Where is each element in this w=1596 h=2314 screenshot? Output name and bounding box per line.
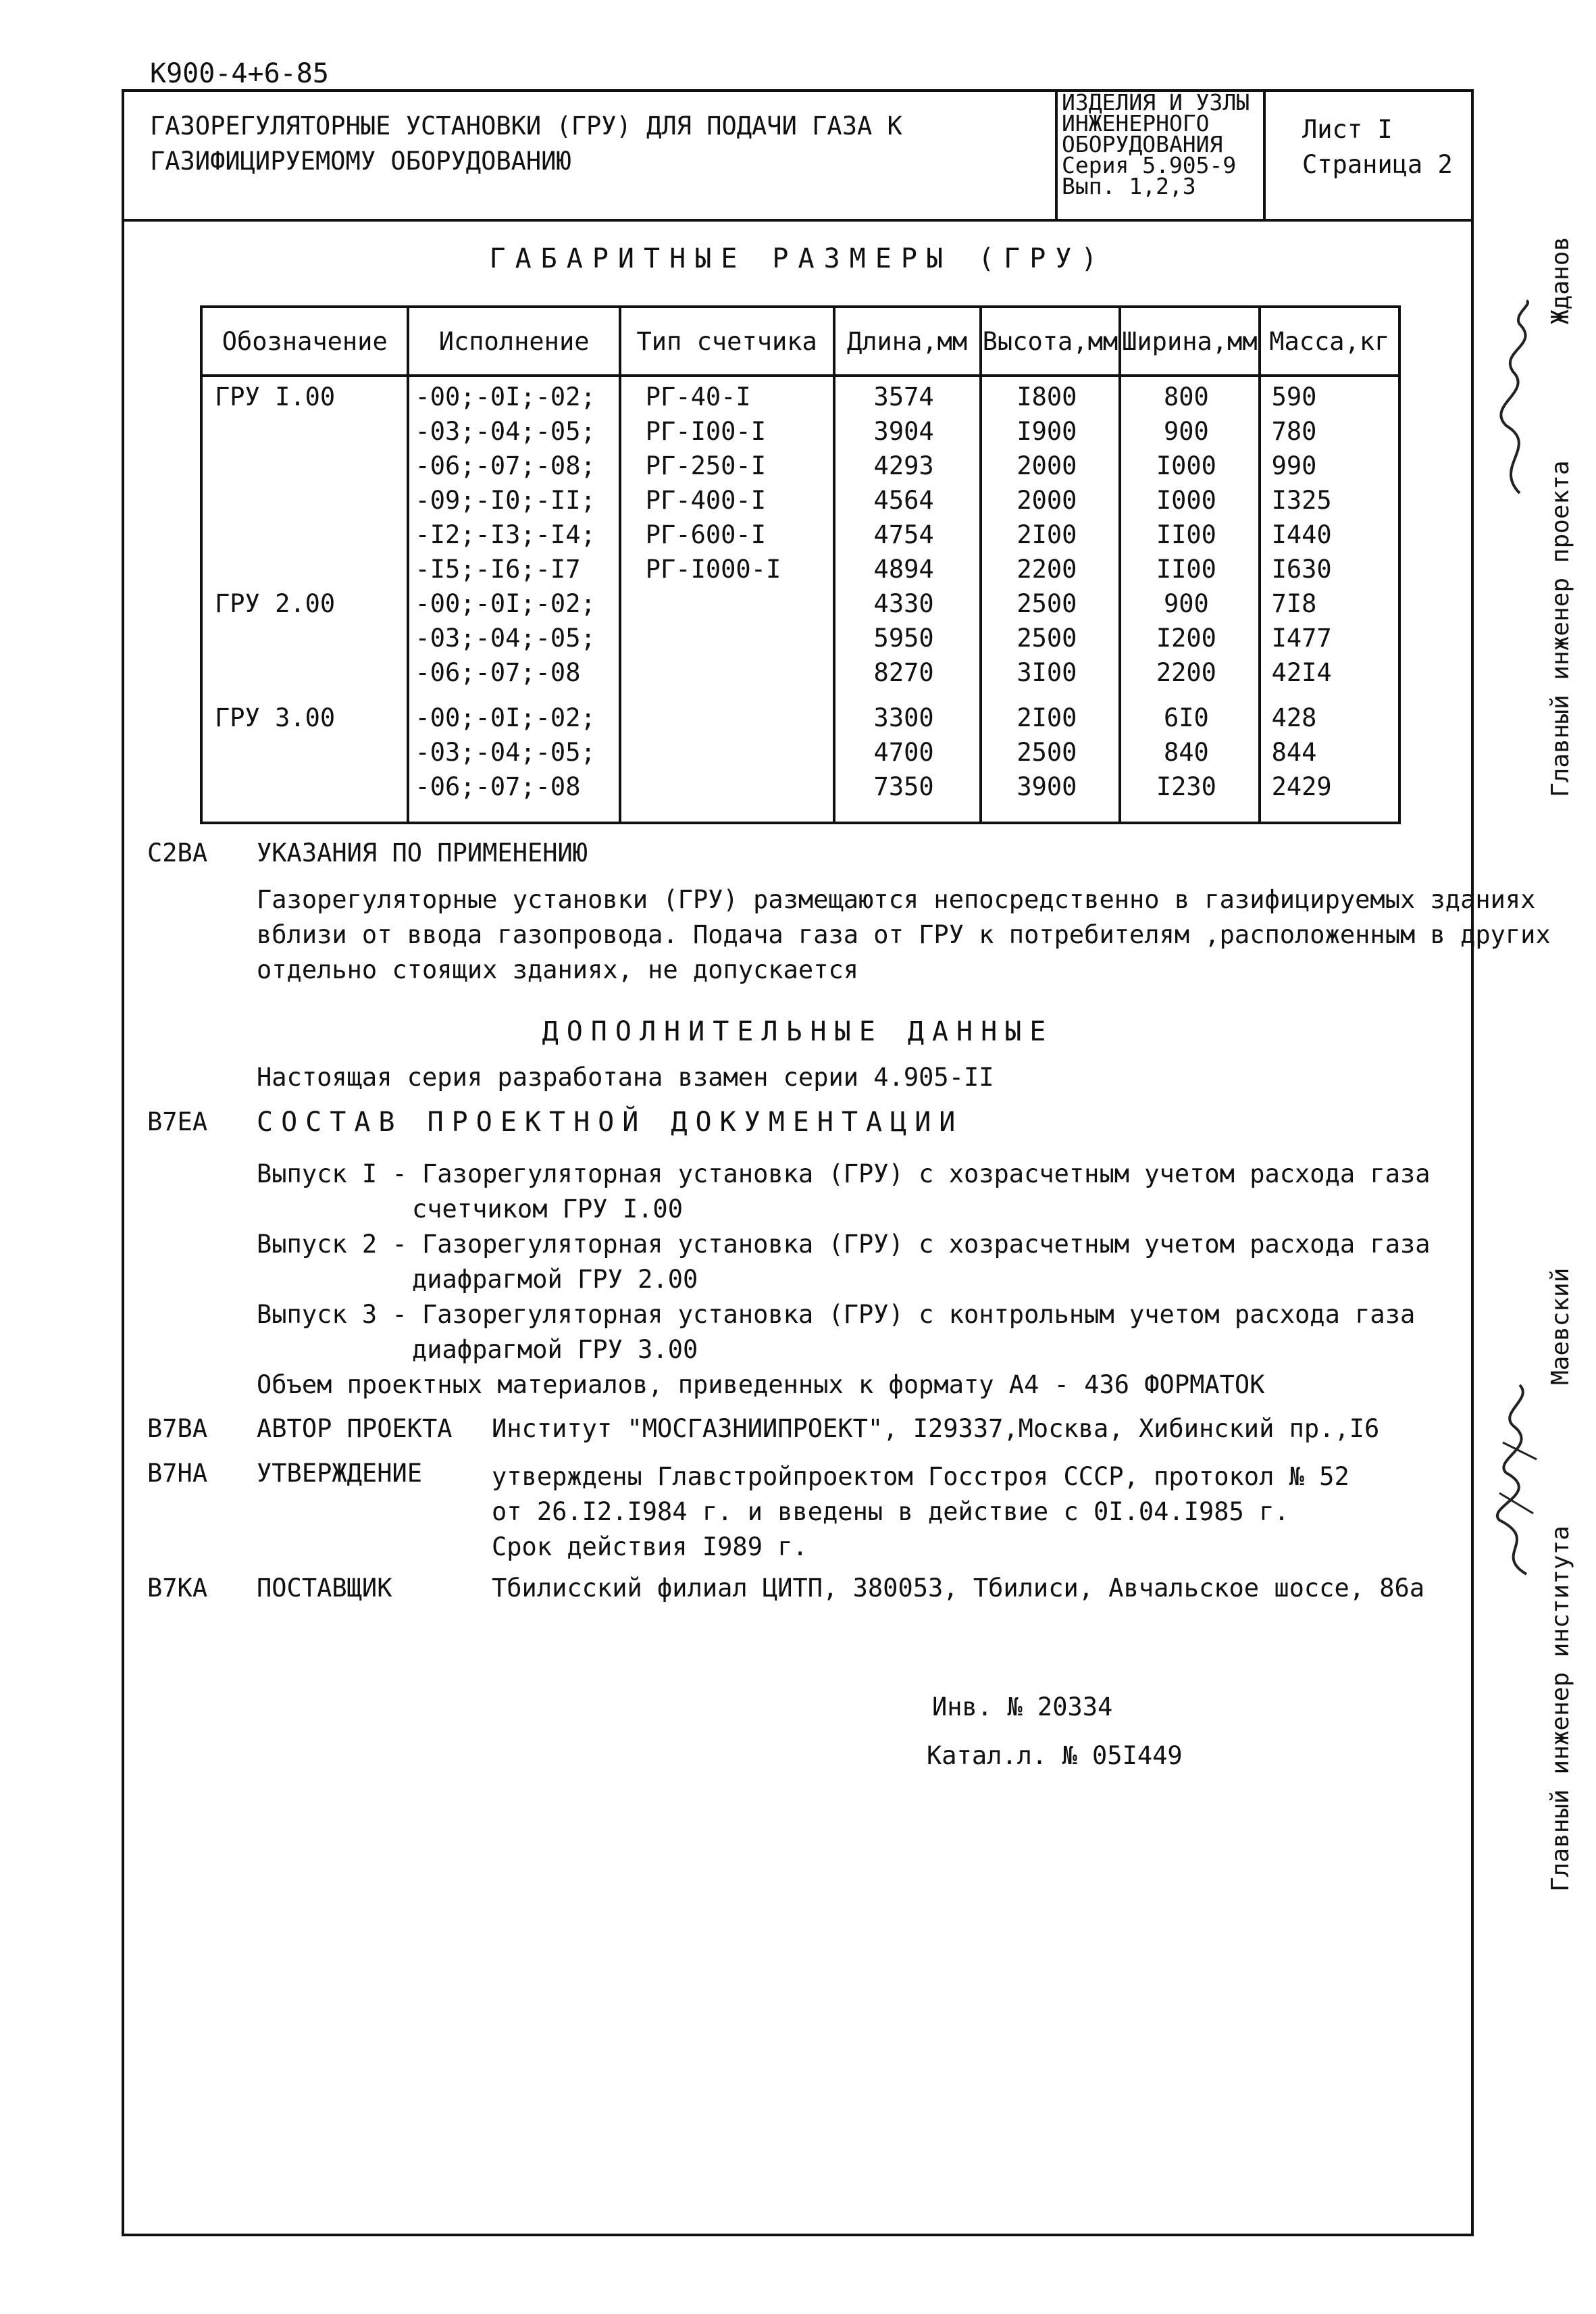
table-cell: I630	[1260, 552, 1399, 586]
table-cell: 4754	[834, 518, 981, 552]
table-cell: 3I00	[981, 655, 1120, 690]
table-row	[201, 483, 1399, 518]
table-cell: 4700	[834, 735, 981, 770]
table-cell: 2500	[981, 621, 1120, 655]
composition-heading: СОСТАВ ПРОЕКТНОЙ ДОКУМЕНТАЦИИ	[257, 1107, 964, 1138]
series-line1: ИЗДЕЛИЯ И УЗЛЫ	[1062, 89, 1250, 116]
project-engineer-signature	[1479, 297, 1553, 500]
table-cell: 800	[1120, 376, 1259, 414]
series-line3: ОБОРУДОВАНИЯ	[1062, 131, 1223, 157]
table-title: ГАБАРИТНЫЕ РАЗМЕРЫ (ГРУ)	[489, 243, 1107, 274]
table-cell: 4330	[834, 586, 981, 621]
table-cell: 428	[1260, 690, 1399, 735]
table-body	[201, 376, 1399, 823]
header-divider	[122, 219, 1474, 222]
table-cell: II00	[1120, 518, 1259, 552]
table-row	[201, 621, 1399, 655]
supplier-value: Тбилисский филиал ЦИТП, 380053, Тбилиси, Авчальское шоссе, 86а	[492, 1574, 1425, 1603]
header-divider-vertical-1	[1055, 89, 1058, 219]
column-header: Высота,мм	[981, 307, 1120, 376]
table-cell	[201, 655, 408, 690]
table-cell: РГ-250-I	[620, 449, 834, 483]
issue-2: Выпуск 2 - Газорегуляторная установка (ГРУ) с хозрасчетным учетом расхода газа	[257, 1230, 1431, 1259]
table-cell: I800	[981, 376, 1120, 414]
table-cell: -00;-0I;-02;	[408, 586, 619, 621]
table-cell: 990	[1260, 449, 1399, 483]
table-cell: 900	[1120, 414, 1259, 449]
table-cell: 3900	[981, 770, 1120, 823]
table-cell	[201, 735, 408, 770]
table-cell	[201, 483, 408, 518]
usage-line: Газорегуляторные установки (ГРУ) размещаются непосредственно в газифицируемых зданиях	[257, 885, 1536, 914]
table-header-row	[201, 307, 1399, 376]
table-row	[201, 735, 1399, 770]
table-cell	[201, 449, 408, 483]
table-cell: 7350	[834, 770, 981, 823]
catalog-number: Катал.л. № 05I449	[927, 1741, 1183, 1770]
column-header: Тип счетчика	[620, 307, 834, 376]
table-cell: ГРУ 2.00	[201, 586, 408, 621]
table-cell	[620, 690, 834, 735]
table-cell	[201, 518, 408, 552]
table-row	[201, 414, 1399, 449]
project-engineer-name: Жданов	[1547, 236, 1574, 324]
table-cell: -I2;-I3;-I4;	[408, 518, 619, 552]
usage-code: С2ВА	[147, 838, 208, 867]
institute-engineer-signature	[1479, 1378, 1553, 1581]
table-cell: 900	[1120, 586, 1259, 621]
table-cell	[620, 586, 834, 621]
table-cell	[620, 735, 834, 770]
table-row	[201, 655, 1399, 690]
approval-line: от 26.I2.I984 г. и введены в действие с 0I.04.I985 г.	[492, 1497, 1289, 1526]
table-cell	[201, 414, 408, 449]
composition-code: В7ЕА	[147, 1107, 208, 1136]
column-header: Исполнение	[408, 307, 619, 376]
approval-code: В7НА	[147, 1459, 208, 1488]
table-cell: -I5;-I6;-I7	[408, 552, 619, 586]
document-code: К900-4+6-85	[150, 58, 329, 89]
table-cell: -06;-07;-08;	[408, 449, 619, 483]
column-header: Обозначение	[201, 307, 408, 376]
table-cell: 2429	[1260, 770, 1399, 823]
extra-text: Настоящая серия разработана взамен серии 4.905-II	[257, 1063, 994, 1092]
table-cell	[201, 770, 408, 823]
issue-2-cont: диафрагмой ГРУ 2.00	[412, 1265, 698, 1294]
author-label: АВТОР ПРОЕКТА	[257, 1414, 453, 1443]
table-row	[201, 518, 1399, 552]
table-cell: 2I00	[981, 518, 1120, 552]
table-cell: 4564	[834, 483, 981, 518]
table-row	[201, 376, 1399, 414]
table-cell: 2I00	[981, 690, 1120, 735]
table-cell: I200	[1120, 621, 1259, 655]
volume: Объем проектных материалов, приведенных к формату А4 - 436 ФОРМАТОК	[257, 1370, 1265, 1399]
table-cell: I900	[981, 414, 1120, 449]
usage-line: вблизи от ввода газопровода. Подача газа от ГРУ к потребителям ,расположенным в других	[257, 920, 1551, 949]
table-cell: -09;-I0;-II;	[408, 483, 619, 518]
approval-line: утверждены Главстройпроектом Госстроя СССР, протокол № 52	[492, 1462, 1349, 1491]
table-cell: РГ-600-I	[620, 518, 834, 552]
table-row	[201, 770, 1399, 823]
table-row	[201, 690, 1399, 735]
table-cell: I325	[1260, 483, 1399, 518]
table-cell: 4894	[834, 552, 981, 586]
table-cell: 2500	[981, 586, 1120, 621]
page-number: Страница 2	[1302, 150, 1453, 179]
extra-heading: ДОПОЛНИТЕЛЬНЫЕ ДАННЫЕ	[542, 1016, 1054, 1047]
table-cell: ГРУ I.00	[201, 376, 408, 414]
supplier-label: ПОСТАВЩИК	[257, 1574, 392, 1603]
table-cell: 8270	[834, 655, 981, 690]
table-cell: -03;-04;-05;	[408, 621, 619, 655]
table-cell: 3904	[834, 414, 981, 449]
table-cell: 2000	[981, 449, 1120, 483]
table-cell: ГРУ 3.00	[201, 690, 408, 735]
table-cell: 780	[1260, 414, 1399, 449]
table-cell	[620, 655, 834, 690]
column-header: Ширина,мм	[1120, 307, 1259, 376]
author-value: Институт "МОСГАЗНИИПРОЕКТ", I29337,Москва, Хибинский пр.,I6	[492, 1414, 1380, 1443]
table-cell: 4293	[834, 449, 981, 483]
approval-label: УТВЕРЖДЕНИЕ	[257, 1459, 423, 1488]
institute-engineer-name: Маевский	[1547, 1267, 1574, 1385]
table-cell: I000	[1120, 449, 1259, 483]
table-cell: -00;-0I;-02;	[408, 376, 619, 414]
composition-list	[257, 1157, 1431, 1403]
series-block	[1062, 89, 1250, 199]
table-cell: 840	[1120, 735, 1259, 770]
table-cell: I477	[1260, 621, 1399, 655]
supplier-code: В7КА	[147, 1574, 208, 1603]
table-cell: 5950	[834, 621, 981, 655]
table-cell: РГ-400-I	[620, 483, 834, 518]
table-row	[201, 552, 1399, 586]
sheet-number: Лист I	[1302, 115, 1393, 144]
table-cell: РГ-40-I	[620, 376, 834, 414]
series-line2: ИНЖЕНЕРНОГО	[1062, 110, 1210, 136]
usage-heading: УКАЗАНИЯ ПО ПРИМЕНЕНИЮ	[257, 838, 588, 867]
table-cell: 42I4	[1260, 655, 1399, 690]
column-header: Масса,кг	[1260, 307, 1399, 376]
issue-1: Выпуск I - Газорегуляторная установка (ГРУ) с хозрасчетным учетом расхода газа	[257, 1159, 1431, 1188]
table-cell	[201, 552, 408, 586]
table-cell: II00	[1120, 552, 1259, 586]
institute-engineer-label: Главный инженер института	[1547, 1526, 1574, 1892]
table-cell: 2500	[981, 735, 1120, 770]
issue-3: Выпуск 3 - Газорегуляторная установка (ГРУ) с контрольным учетом расхода газа	[257, 1300, 1416, 1329]
table-cell	[201, 621, 408, 655]
series-line5: Вып. 1,2,3	[1062, 173, 1196, 199]
table-cell: -03;-04;-05;	[408, 414, 619, 449]
inventory-number: Инв. № 20334	[932, 1692, 1113, 1721]
table-cell: I000	[1120, 483, 1259, 518]
table-cell: 6I0	[1120, 690, 1259, 735]
issue-3-cont: диафрагмой ГРУ 3.00	[412, 1335, 698, 1364]
table-cell: 2200	[981, 552, 1120, 586]
table-cell: РГ-I000-I	[620, 552, 834, 586]
table-cell: -06;-07;-08	[408, 770, 619, 823]
table-cell	[620, 770, 834, 823]
table-cell: -06;-07;-08	[408, 655, 619, 690]
table-cell: 590	[1260, 376, 1399, 414]
table-cell: РГ-I00-I	[620, 414, 834, 449]
document-title-line2: ГАЗИФИЦИРУЕМОМУ ОБОРУДОВАНИЮ	[150, 147, 571, 176]
header-divider-vertical-2	[1263, 89, 1266, 219]
project-engineer-label: Главный инженер проекта	[1547, 460, 1574, 797]
table-cell: 3574	[834, 376, 981, 414]
usage-line: отдельно стоящих зданиях, не допускается	[257, 955, 859, 984]
table-cell	[620, 621, 834, 655]
table-cell: 844	[1260, 735, 1399, 770]
series-line4: Серия 5.905-9	[1062, 152, 1237, 178]
table-row	[201, 449, 1399, 483]
table-cell: 2000	[981, 483, 1120, 518]
table-cell: 2200	[1120, 655, 1259, 690]
table-cell: 7I8	[1260, 586, 1399, 621]
approval-text	[492, 1459, 1349, 1565]
issue-1-cont: счетчиком ГРУ I.00	[412, 1194, 683, 1224]
table-cell: -00;-0I;-02;	[408, 690, 619, 735]
column-header: Длина,мм	[834, 307, 981, 376]
document-title-line1: ГАЗОРЕГУЛЯТОРНЫЕ УСТАНОВКИ (ГРУ) ДЛЯ ПОДАЧИ ГАЗА К	[150, 111, 902, 141]
sheet-block	[1302, 112, 1453, 182]
dimensions-table	[200, 305, 1401, 824]
table-cell: I440	[1260, 518, 1399, 552]
table-cell: -03;-04;-05;	[408, 735, 619, 770]
author-code: В7ВА	[147, 1414, 208, 1443]
usage-text	[257, 882, 1551, 988]
table-row	[201, 586, 1399, 621]
approval-line: Срок действия I989 г.	[492, 1532, 808, 1561]
table-cell: I230	[1120, 770, 1259, 823]
table-cell: 3300	[834, 690, 981, 735]
